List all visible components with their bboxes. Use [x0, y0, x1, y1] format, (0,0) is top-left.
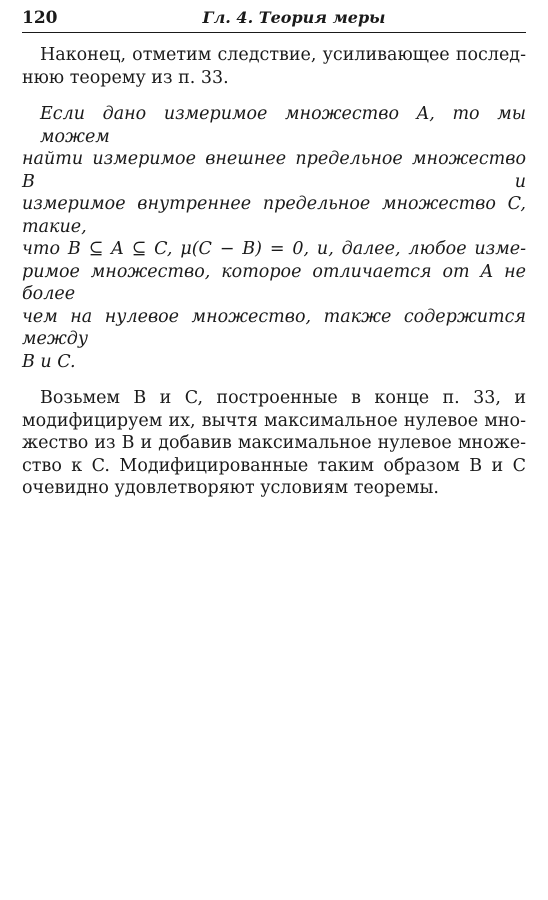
text-line: B и C.	[22, 351, 76, 372]
paragraph-proof	[22, 387, 526, 500]
text-line: жество из B и добавив максимальное нулевое множе-	[22, 433, 526, 453]
page-number: 120	[22, 8, 58, 28]
paragraph-corollary-intro	[22, 44, 526, 89]
text-line: что B ⊆ A ⊆ C, μ(C − B) = 0, и, далее, любое изме-	[22, 239, 526, 259]
text-line: римое множество, которое отличается от A не более	[22, 261, 526, 304]
text-line: нюю теорему из п. 33.	[22, 67, 229, 88]
text-line: найти измеримое внешнее предельное множество B и	[22, 149, 526, 192]
text-line: Если дано измеримое множество A, то мы можем	[40, 104, 526, 147]
text-line: ство к C. Модифицированные таким образом B и C	[22, 455, 526, 476]
text-line: измеримое внутреннее предельное множество C, такие,	[22, 194, 526, 237]
running-head: Гл. 4. Теория меры	[202, 8, 386, 27]
text-line: очевидно удовлетворяют условиям теоремы.	[22, 478, 439, 498]
text-line: чем на нулевое множество, также содержится между	[22, 306, 526, 349]
text-line: Возьмем B и C, построенные в конце п. 33, и	[40, 388, 526, 408]
paragraph-theorem-statement	[22, 103, 526, 373]
body-text	[22, 44, 526, 514]
text-line: модифицируем их, вычтя максимальное нулевое мно-	[22, 410, 526, 431]
page-header	[22, 4, 526, 33]
text-line: Наконец, отметим следствие, усиливающее послед-	[40, 45, 526, 65]
